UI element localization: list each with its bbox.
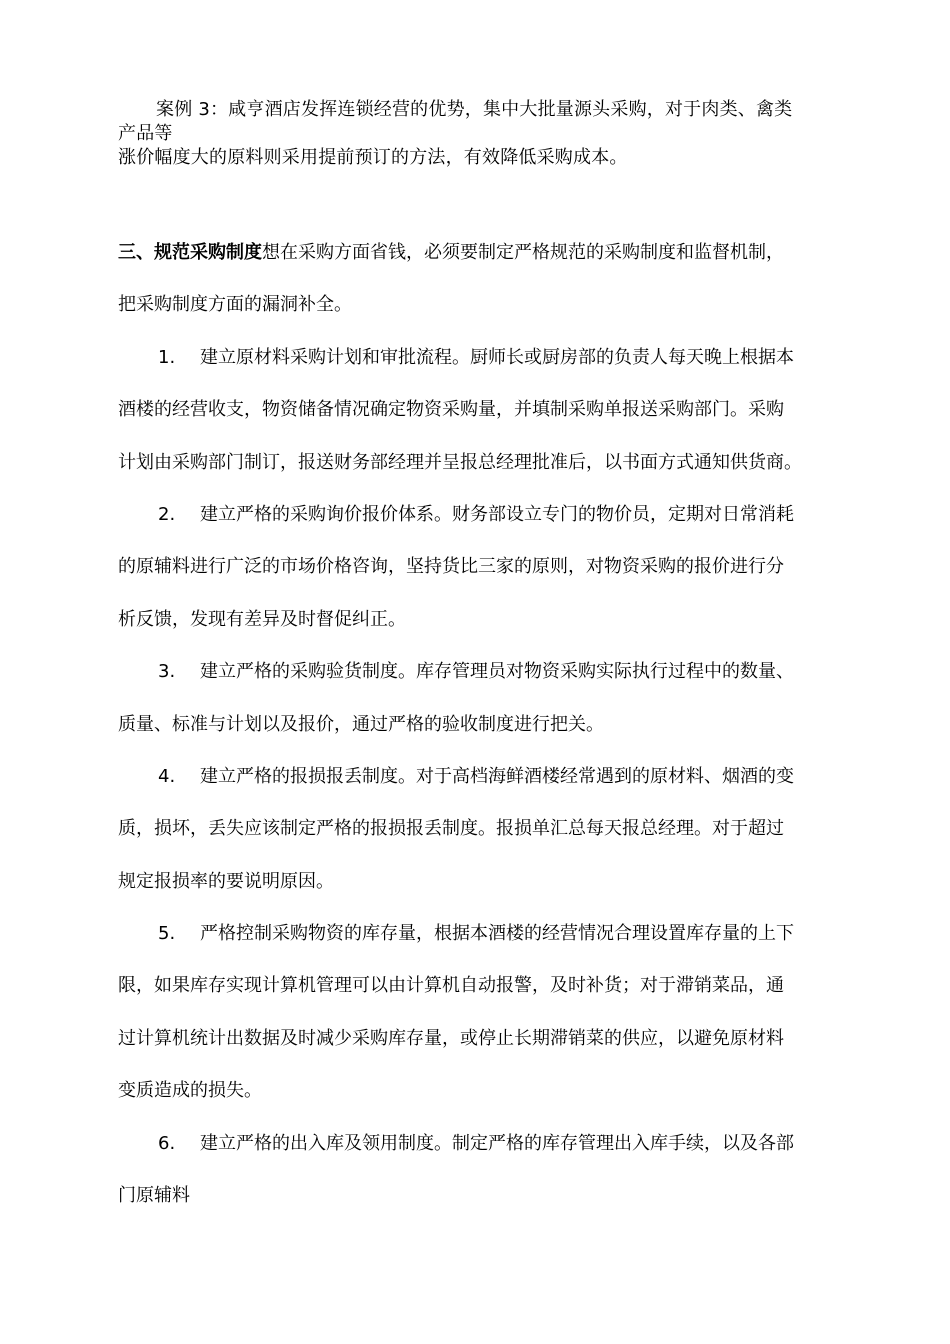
case-3-line-3: 涨价幅度大的原料则采用提前预订的方法，有效降低采购成本。 [118, 147, 628, 168]
section-3-heading-line [118, 238, 838, 290]
section-3-intro-line-2: 把采购制度方面的漏洞补全。 [118, 294, 352, 316]
item-5-number: 5. [158, 923, 176, 945]
item-3-line-2: 质量、标准与计划以及报价，通过严格的验收制度进行把关。 [118, 713, 604, 735]
item-3-number: 3. [158, 661, 176, 683]
item-5-text: 严格控制采购物资的库存量，根据本酒楼的经营情况合理设置库存量的上下 [200, 923, 794, 945]
item-6-number: 6. [158, 1132, 176, 1154]
item-2-line-1 [118, 500, 838, 552]
case-3-line-2: 产品等 [118, 123, 173, 144]
case-3-paragraph [118, 98, 838, 170]
case-3-line-1: 案例 3：咸亨酒店发挥连锁经营的优势，集中大批量源头采购，对于肉类、禽类 [156, 99, 793, 120]
item-5-line-2: 限，如果库存实现计算机管理可以由计算机自动报警，及时补货；对于滞销菜品，通 [118, 975, 784, 997]
item-3-line-1 [118, 657, 838, 709]
section-3-intro: 想在采购方面省钱，必须要制定严格规范的采购制度和监督机制， [262, 242, 784, 263]
section-3-heading: 三、规范采购制度 [118, 242, 262, 263]
item-6-line-1 [118, 1129, 838, 1181]
item-2-text: 建立严格的采购询价报价体系。财务部设立专门的物价员，定期对日常消耗 [200, 503, 794, 525]
item-3-text: 建立严格的采购验货制度。库存管理员对物资采购实际执行过程中的数量、 [200, 661, 794, 683]
item-1-line-3: 计划由采购部门制订，报送财务部经理并呈报总经理批准后，以书面方式通知供货商。 [118, 451, 802, 473]
item-4-line-2: 质，损坏，丢失应该制定严格的报损报丢制度。报损单汇总每天报总经理。对于超过 [118, 818, 784, 840]
item-5-line-3: 过计算机统计出数据及时减少采购库存量，或停止长期滞销菜的供应，以避免原材料 [118, 1027, 784, 1049]
item-4-number: 4. [158, 765, 176, 787]
item-1-text: 建立原材料采购计划和审批流程。厨师长或厨房部的负责人每天晚上根据本 [200, 346, 794, 368]
item-5-line-1 [118, 919, 838, 971]
item-2-line-3: 析反馈，发现有差异及时督促纠正。 [118, 608, 406, 630]
item-6-line-2: 门原辅料 [118, 1185, 190, 1207]
item-5-line-4: 变质造成的损失。 [118, 1080, 262, 1102]
item-1-line-2: 酒楼的经营收支，物资储备情况确定物资采购量，并填制采购单报送采购部门。采购 [118, 399, 784, 421]
section-3-content [118, 238, 838, 1233]
item-1-line-1 [118, 343, 838, 395]
item-1-number: 1. [158, 346, 176, 368]
item-2-line-2: 的原辅料进行广泛的市场价格咨询，坚持货比三家的原则，对物资采购的报价进行分 [118, 556, 784, 578]
item-4-line-3: 规定报损率的要说明原因。 [118, 870, 334, 892]
item-6-text: 建立严格的出入库及领用制度。制定严格的库存管理出入库手续，以及各部 [200, 1132, 794, 1154]
item-4-text: 建立严格的报损报丢制度。对于高档海鲜酒楼经常遇到的原材料、烟酒的变 [200, 765, 794, 787]
item-4-line-1 [118, 762, 838, 814]
item-2-number: 2. [158, 503, 176, 525]
